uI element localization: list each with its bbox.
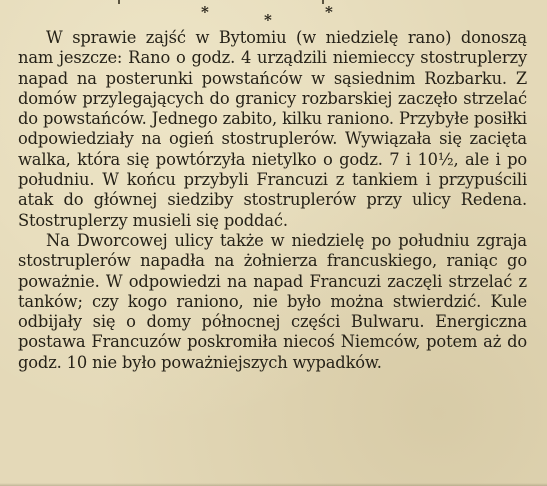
- article-paragraph-1: W sprawie zajść w Bytomiu (w niedzielę rano) donoszą nam jeszcze: Rano o godz. 4 urządzili niemieccy stostruplerzy napad na posterunki powstańców w sąsiednim Rozbarku. Z domów przylegających do granicy rozbarskiej zaczęło strzelać do powstańców. Jednego zabito, kilku raniono. Przybyłe posiłki odpowiedziały na ogień stostruplerów. Wywiązała się zacięta walka, która się powtórzyła nietylko o godz. 7 i 10½, ale i po południu. W końcu przybyli Francuzi z tankiem i przypuścili atak do głównej siedziby stostruplerów przy ulicy Redena. Stostruplerzy musieli się poddać.: [18, 28, 527, 230]
- news-article: [18, 28, 527, 373]
- separator-star: *: [201, 3, 209, 21]
- separator-star: *: [325, 3, 333, 21]
- separator-star: *: [264, 11, 272, 29]
- section-separator: [0, 3, 547, 29]
- article-paragraph-2: Na Dworcowej ulicy także w niedzielę po południu zgraja stostruplerów napadła na żołnierza francuskiego, raniąc go poważnie. W odpowiedzi na napad Francuzi zaczęli strzelać z tanków; czy kogo raniono, nie było można stwierdzić. Kule odbijały się o domy północnej części Bulwaru. Energiczna postawa Francuzów poskromiła niecoś Niemców, potem aż do godz. 10 nie było poważniejszych wypadków.: [18, 230, 527, 372]
